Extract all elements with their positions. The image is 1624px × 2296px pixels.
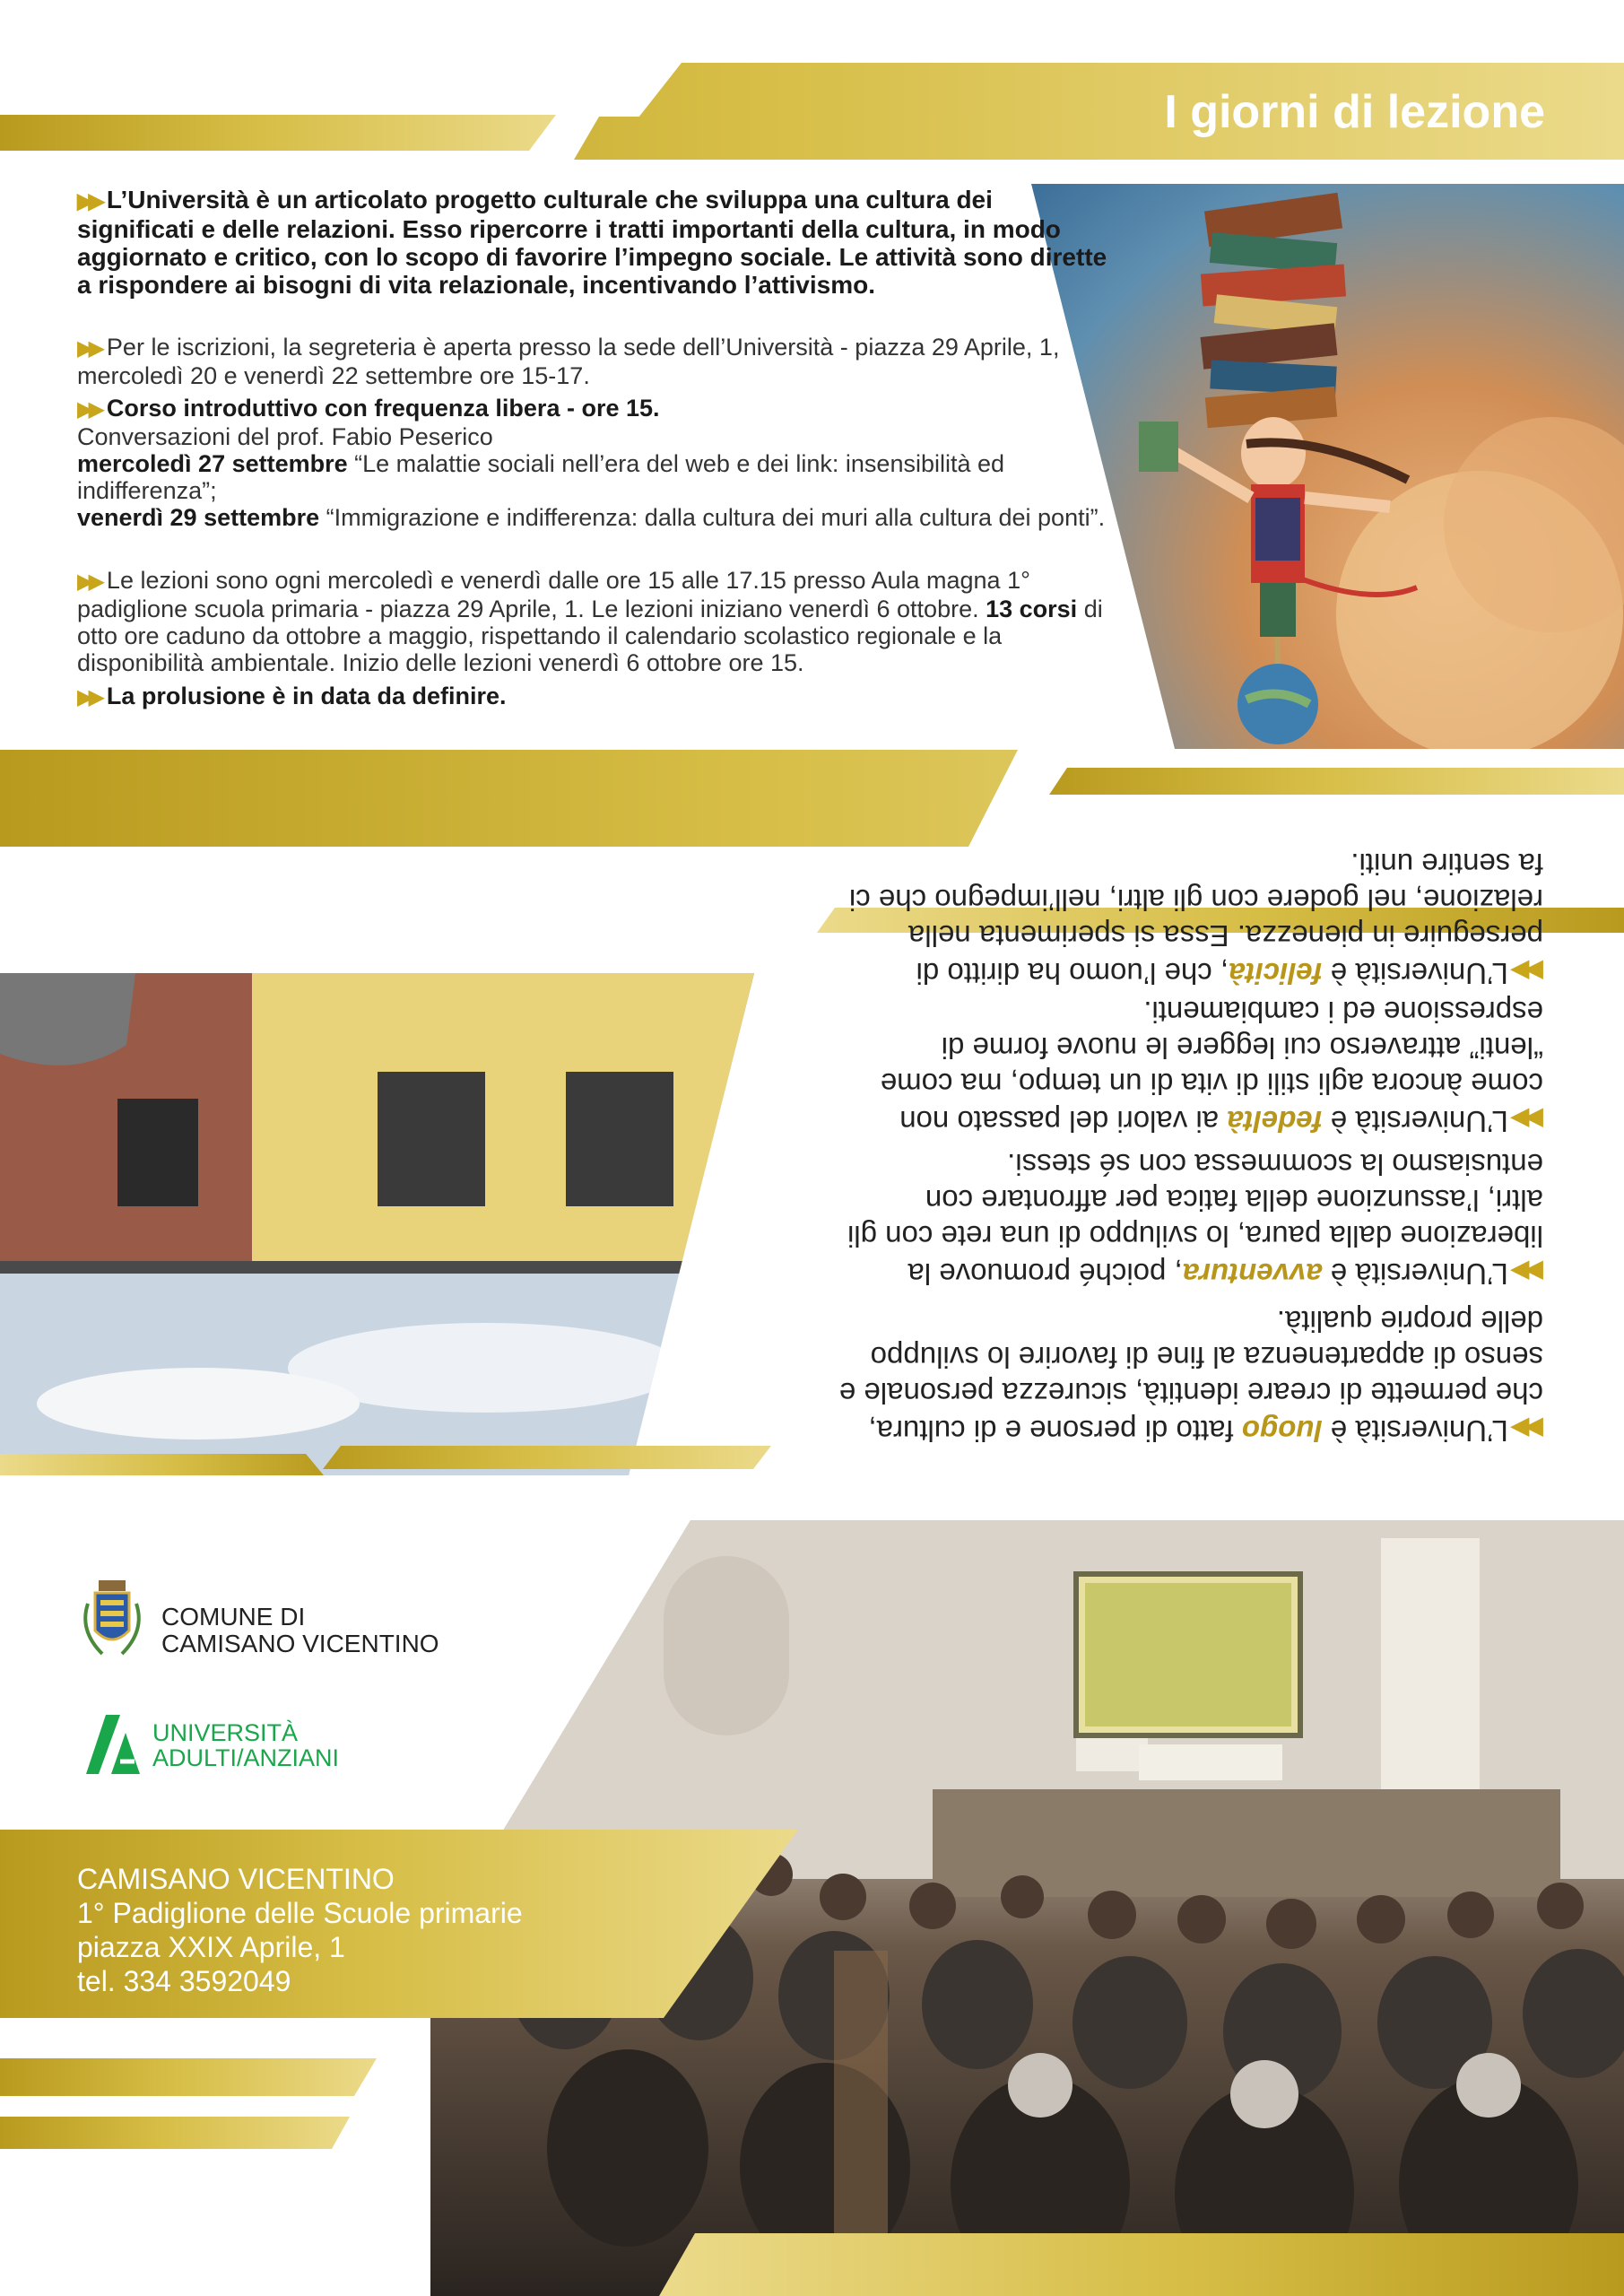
girl-with-books-drawing bbox=[1031, 184, 1624, 749]
lower-mid-stripe bbox=[323, 1446, 771, 1469]
value-fedelta: ▶▶L’Università è fedeltà ai valori del passato non come àncora agli stili di vita di un tempo, ma come “lenti” attraverso cui leggere le nuove forme di espressione ed i cambiamenti. bbox=[880, 996, 1543, 1138]
value-luogo: ▶▶L’Università è luogo fatto di persone e di cultura, che permette di creare identità, sicurezza personale e senso di appartenenza al fine di favorire lo sviluppo delle proprie qualità. bbox=[838, 1305, 1543, 1448]
double-chevron-icon: ▶▶ bbox=[77, 397, 100, 422]
bottom-left-stripe bbox=[0, 2058, 377, 2096]
double-chevron-icon: ▶▶ bbox=[1515, 958, 1543, 986]
comune-coat-of-arms bbox=[75, 1577, 149, 1666]
double-chevron-icon: ▶▶ bbox=[1515, 1415, 1543, 1443]
university-logo-icon bbox=[79, 1711, 147, 1776]
building-drawing bbox=[0, 973, 754, 1475]
double-chevron-icon: ▶▶ bbox=[1515, 1258, 1543, 1286]
building-photo bbox=[0, 973, 754, 1475]
intro-paragraph-5: ▶▶ La prolusione è in data da definire. bbox=[77, 683, 507, 709]
university-name: UNIVERSITÀ ADULTI/ANZIANI bbox=[152, 1719, 340, 1771]
bottom-left-stripe-2 bbox=[0, 2117, 350, 2149]
double-chevron-icon: ▶▶ bbox=[1515, 1106, 1543, 1134]
upside-down-section bbox=[0, 848, 1624, 1475]
contact-phone: tel. 334 3592049 bbox=[77, 1965, 291, 1997]
university-logo-mark bbox=[79, 1711, 147, 1776]
contact-address: piazza XXIX Aprile, 1 bbox=[77, 1931, 345, 1963]
intro-paragraph-1: ▶▶ L’Università è un articolato progetto culturale che sviluppa una cultura dei significati e delle relazioni. Esso ripercorre i tratti importanti della cultura, in modo aggiornato e critico, con lo scopo di favorire l’impegno sociale. Le attività sono dirette a rispondere ai bisogni di vita relazionale, incentivando l’attivismo. bbox=[77, 186, 1107, 299]
double-chevron-icon: ▶▶ bbox=[77, 685, 100, 709]
illustration-girl-books bbox=[1031, 184, 1624, 749]
intro-paragraph-3: ▶▶ Corso introduttivo con frequenza libera - ore 15. Conversazioni del prof. Fabio Peserico mercoledì 27 settembre “Le malattie sociali nell’era del web e dei link: insensibilità ed indifferenza”; venerdì 29 settembre “Immigrazione e indifferenza: dalla cultura dei muri alla cultura dei ponti”. bbox=[77, 395, 1106, 531]
value-felicita: ▶▶L’Università è felicità, che l’uomo ha diritto di perseguire in pienezza. Essa si sperimenta nella relazione, nel godere con gli altri, nell’impegno che ci fa sentire uniti. bbox=[848, 848, 1543, 990]
contact-city: CAMISANO VICENTINO bbox=[77, 1863, 395, 1895]
middle-thin-stripe bbox=[1049, 768, 1624, 795]
page-title: I giorni di lezione bbox=[1164, 86, 1545, 138]
contact-block bbox=[77, 1862, 523, 1998]
flipped-band-stripe bbox=[0, 1454, 324, 1475]
intro-paragraph-2: ▶▶ Per le iscrizioni, la segreteria è aperta presso la sede dell’Università - piazza 29 Aprile, 1, mercoledì 20 e venerdì 22 settembre ore 15-17. bbox=[77, 334, 1060, 389]
double-chevron-icon: ▶▶ bbox=[77, 570, 100, 594]
contact-venue: 1° Padiglione delle Scuole primarie bbox=[77, 1897, 523, 1929]
bottom-right-band bbox=[659, 2233, 1624, 2296]
coat-of-arms-icon bbox=[75, 1577, 149, 1666]
double-chevron-icon: ▶▶ bbox=[77, 336, 100, 361]
header-left-stripe bbox=[0, 115, 556, 151]
value-avventura: ▶▶L’Università è avventura, poiché promuove la liberazione dalla paura, lo sviluppo di una rete con gli altri, l’assunzione della fatica per affrontare con entusiasmo la scommessa con sé stessi. bbox=[847, 1148, 1543, 1291]
middle-band bbox=[0, 750, 1624, 847]
intro-paragraph-4: ▶▶ Le lezioni sono ogni mercoledì e venerdì dalle ore 15 alle 17.15 presso Aula magna 1° padiglione scuola primaria - piazza 29 Aprile, 1. Le lezioni iniziano venerdì 6 ottobre. 13 corsi di otto ore caduno da ottobre a maggio, rispettando il calendario scolastico regionale e la disponibilità ambientale. Inizio delle lezioni venerdì 6 ottobre ore 15. bbox=[77, 567, 1103, 676]
comune-name: COMUNE DI CAMISANO VICENTINO bbox=[161, 1603, 439, 1657]
double-chevron-icon: ▶▶ bbox=[77, 189, 100, 213]
